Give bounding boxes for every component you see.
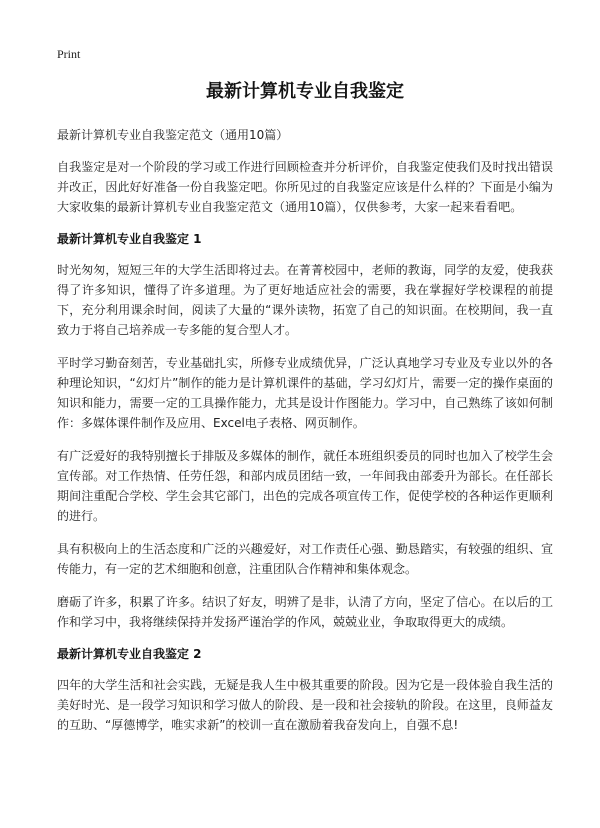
paragraph: 具有积极向上的生活态度和广泛的兴趣爱好，对工作责任心强、勤恳踏实，有较强的组织、宣传能力，有一定的艺术细胞和创意，注重团队合作精神和集体观念。 xyxy=(57,542,553,576)
paragraph: 四年的大学生活和社会实践，无疑是我人生中极其重要的阶段。因为它是一段体验自我生活的美好时光、是一段学习知识和学习做人的阶段、是一段和社会接轨的阶段。在这里，良师益友的互助、“厚德博学，唯实求新”的校训一直在激励着我奋发向上，自强不息! xyxy=(57,678,553,732)
intro-paragraph: 自我鉴定是对一个阶段的学习或工作进行回顾检查并分析评价，自我鉴定使我们及时找出错误并改正，因此好好准备一份自我鉴定吧。你所见过的自我鉴定应该是什么样的？下面是小编为大家收集的最新计算机专业自我鉴定范文（通用10篇），仅供参考，大家一起来看看吧。 xyxy=(57,160,553,214)
paragraph: 平时学习勤奋刻苦，专业基础扎实，所修专业成绩优异，广泛认真地学习专业及专业以外的各种理论知识，“幻灯片”制作的能力是计算机课件的基础，学习幻灯片，需要一定的操作桌面的知识和能力，需要一定的工具操作能力，尤其是设计作图能力。学习中，自己熟练了该如何制作：多媒体课件制作及应用、Excel电子表格、网页制作。 xyxy=(57,356,553,430)
page-title: 最新计算机专业自我鉴定 xyxy=(206,81,404,102)
paragraph: 磨砺了许多，积累了许多。结识了好友，明辨了是非，认清了方向，坚定了信心。在以后的工作和学习中，我将继续保持并发扬严谨治学的作风，兢兢业业，争取取得更大的成绩。 xyxy=(57,595,553,629)
paragraph: 有广泛爱好的我特别擅长于排版及多媒体的制作，就任本班组织委员的同时也加入了校学生会宣传部。对工作热情、任劳任怨，和部内成员团结一致，一年间我由部委升为部长。在任部长期间注重配合学校、学生会其它部门，出色的完成各项宣传工作，促使学校的各种运作更顺利的进行。 xyxy=(57,449,553,523)
article xyxy=(57,80,553,748)
print-link[interactable]: Print xyxy=(57,47,81,61)
paragraph: 时光匆匆，短短三年的大学生活即将过去。在菁菁校园中，老师的教诲，同学的友爱，使我获得了许多知识，懂得了许多道理。为了更好地适应社会的需要，我在掌握好学校课程的前提下，充分利用课余时间，阅读了大量的“课外读物，拓宽了自己的知识面。在校期间，我一直致力于将自己培养成一专多能的复合型人才。 xyxy=(57,263,553,337)
section-heading-1: 最新计算机专业自我鉴定 1 xyxy=(57,232,202,246)
section-heading-2: 最新计算机专业自我鉴定 2 xyxy=(57,647,202,661)
article-subtitle: 最新计算机专业自我鉴定范文（通用10篇） xyxy=(57,128,289,142)
